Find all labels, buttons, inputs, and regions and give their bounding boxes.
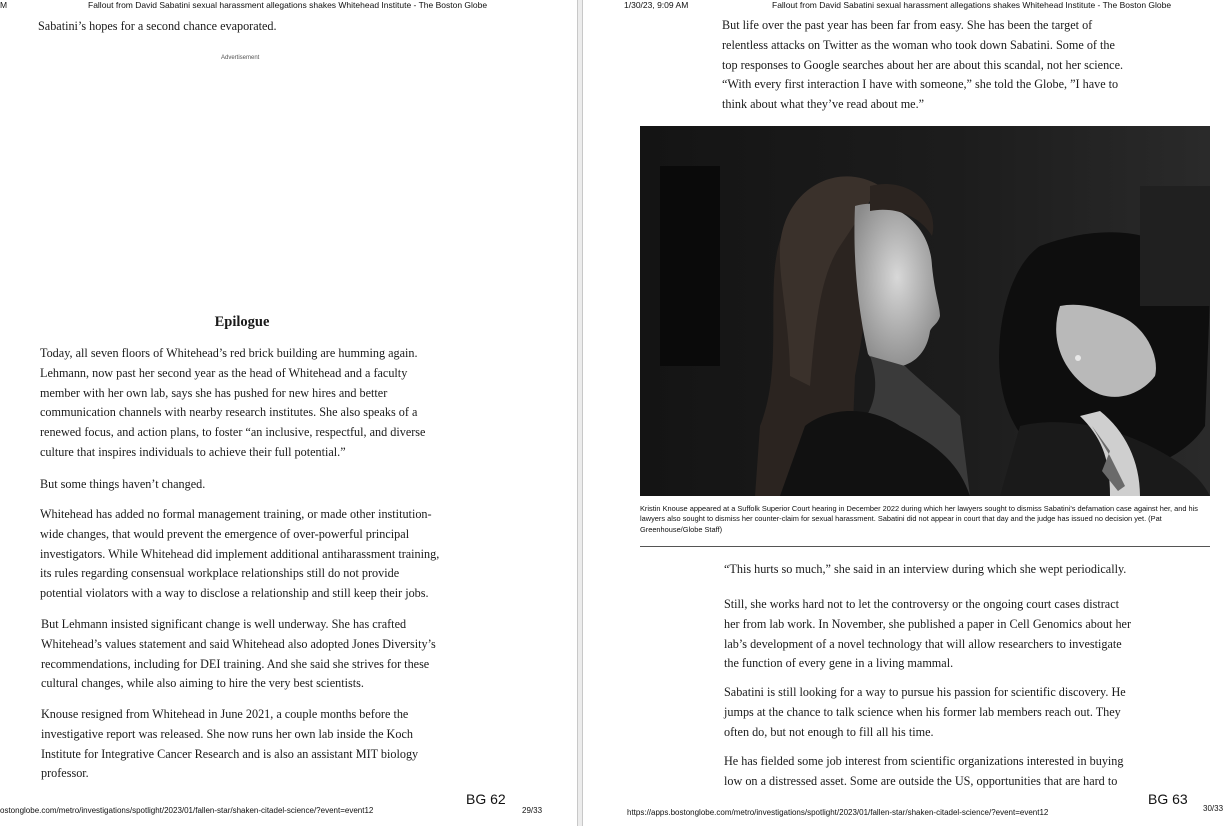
text-line: Lehmann, now past her second year as the head of Whitehead and a faculty — [40, 365, 408, 380]
text-line: often do, but not enough to fill all his time. — [724, 724, 934, 739]
text-line: jumps at the chance to talk science when his former lab members reach out. They — [724, 704, 1121, 719]
body-paragraph-2 — [40, 475, 205, 495]
body-paragraph-top — [722, 16, 1123, 115]
header-timestamp: M — [0, 0, 8, 10]
text-line: potential violators with a way to disclose a relationship and still keep their jobs. — [40, 586, 429, 601]
page-number: 29/33 — [522, 806, 543, 815]
text-line: But Lehmann insisted significant change is well underway. She has crafted — [41, 617, 407, 631]
text-line: He has fielded some job interest from scientific organizations interested in buying — [724, 754, 1124, 768]
text-line: renewed focus, and action plans, to foster “an inclusive, respectful, and diverse — [40, 425, 426, 440]
text-line: Whitehead has added no formal management training, or made other institution- — [40, 507, 432, 521]
header-timestamp: 1/30/23, 9:09 AM — [624, 0, 689, 10]
text-line: But some things haven’t changed. — [40, 477, 206, 491]
body-paragraph-3 — [40, 505, 439, 604]
text-line: wide changes, that would prevent the emergence of over-powerful principal — [40, 526, 410, 541]
intro-line: Sabatini’s hopes for a second chance evaporated. — [38, 19, 277, 33]
text-line: relentless attacks on Twitter as the woman who took down Sabatini. Some of the — [722, 37, 1115, 52]
header-title: Fallout from David Sabatini sexual harassment allegations shakes Whitehead Institute - The Boston Globe — [772, 0, 1172, 10]
text-line: Whitehead’s values statement and said Whitehead also adopted Jones Diversity’s — [41, 636, 436, 651]
text-line: member with her own lab, says she has pushed for new hires and better — [40, 385, 388, 400]
body-paragraph-2 — [724, 595, 1131, 674]
text-line: culture that inspires individuals to achieve their full potential.” — [40, 444, 346, 459]
text-line: top responses to Google searches about her are about this scandal, not her science. — [722, 57, 1124, 72]
text-line: communication channels with nearby research institutes. She also speaks of a — [40, 405, 418, 420]
body-paragraph-1 — [40, 344, 425, 463]
document-page-right — [583, 0, 1225, 826]
bates-label: BG 62 — [466, 791, 506, 807]
text-line: recommendations, including for DEI training. And she said she strives for these — [41, 656, 430, 671]
text-line: Still, she works hard not to let the controversy or the ongoing court cases distract — [724, 597, 1119, 611]
footer-url: https://apps.bostonglobe.com/metro/investigations/spotlight/2023/01/fallen-star/shaken-citadel-science/?event=event12 — [627, 808, 1049, 817]
text-line: Sabatini is still looking for a way to pursue his passion for scientific discovery. He — [724, 685, 1126, 699]
body-paragraph-4 — [724, 752, 1124, 792]
text-line: cultural changes, while also aiming to hire the very best scientists. — [41, 676, 364, 691]
caption-divider — [640, 546, 1210, 547]
bates-label: BG 63 — [1148, 791, 1188, 807]
footer-url: ostonglobe.com/metro/investigations/spotlight/2023/01/fallen-star/shaken-citadel-science/?event=event12 — [0, 806, 374, 815]
text-line: “This hurts so much,” she said in an interview during which she wept periodically. — [724, 562, 1127, 576]
text-line: investigative report was released. She now runs her own lab inside the Koch — [41, 726, 413, 741]
text-line: investigators. While Whitehead did implement additional antiharassment training, — [40, 546, 440, 561]
text-line: the function of every gene in a living mammal. — [724, 656, 954, 671]
text-line: Knouse resigned from Whitehead in June 2021, a couple months before the — [41, 707, 409, 721]
section-heading: Epilogue — [214, 314, 270, 330]
document-page-left — [0, 0, 577, 826]
header-title: Fallout from David Sabatini sexual harassment allegations shakes Whitehead Institute - The Boston Globe — [88, 0, 488, 10]
courtroom-photo — [640, 126, 1210, 496]
text-line: lab’s development of a novel technology that will allow researchers to investigate — [724, 636, 1122, 651]
body-paragraph-5 — [41, 705, 418, 784]
body-paragraph-3 — [724, 683, 1126, 742]
body-paragraph-1 — [724, 560, 1126, 580]
text-line: Today, all seven floors of Whitehead’s red brick building are humming again. — [40, 346, 418, 360]
text-line: her from lab work. In November, she published a paper in Cell Genomics about her — [724, 616, 1132, 631]
text-line: Institute for Integrative Cancer Research and is also an assistant MIT biology — [41, 746, 419, 761]
page-number: 30/33 — [1203, 804, 1224, 813]
text-line: But life over the past year has been far from easy. She has been the target of — [722, 18, 1093, 32]
photo-caption: Kristin Knouse appeared at a Suffolk Superior Court hearing in December 2022 during which her lawyers sought to dismiss Sabatini's defamation case against her, and his lawyers also sought to dismiss her counter-claim for sexual harassment. Sabatini did not appear in court that day and the judge has issued no decision yet. (Pat Greenhouse/Globe Staff) — [640, 504, 1198, 534]
advertisement-label: Advertisement — [221, 55, 260, 61]
text-line: low on a distressed asset. Some are outside the US, opportunities that are hard to — [724, 773, 1118, 788]
text-line: think about what they’ve read about me.” — [722, 97, 925, 112]
body-paragraph-4 — [41, 615, 436, 694]
text-line: “With every first interaction I have with someone,” she told the Globe, ”I have to — [722, 77, 1119, 92]
text-line: professor. — [41, 766, 89, 781]
text-line: its rules regarding consensual workplace relationships still do not provide — [40, 566, 400, 581]
